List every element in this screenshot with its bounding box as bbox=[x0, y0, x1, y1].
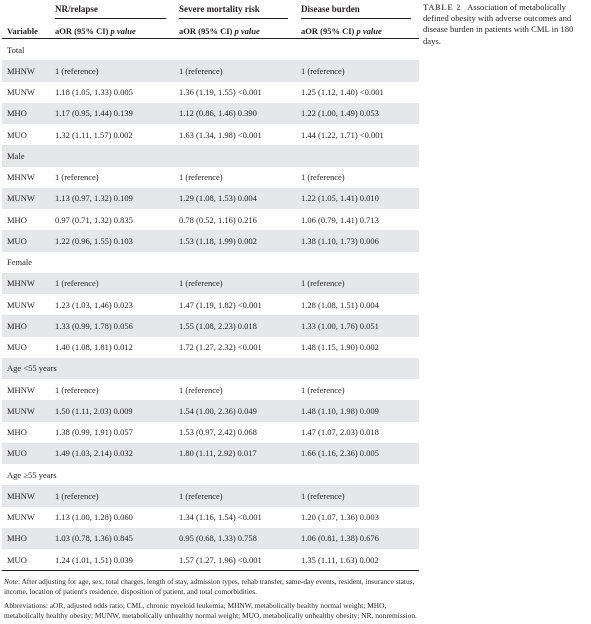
table-row bbox=[2, 507, 419, 528]
table-row bbox=[2, 379, 419, 400]
note-paragraph: Note: After adjusting for age, sex, total charges, length of stay, admission types, rehab transfer, same-day events, resident, insurance status, income, location of patient's residence, disposition of patient, and total comorbidities. bbox=[4, 577, 415, 597]
cell-c1: 1.40 (1.08, 1.81) 0.012 bbox=[55, 342, 133, 353]
row-label: MUNW bbox=[7, 299, 35, 310]
cell-c3: 1.28 (1.08, 1.51) 0.004 bbox=[301, 299, 379, 310]
cell-c3: 1.38 (1.10, 1.73) 0.006 bbox=[296, 230, 419, 251]
cell-c3: 1.25 (1.12, 1.40) <0.001 bbox=[301, 87, 384, 98]
cell-c3: 1 (reference) bbox=[296, 485, 419, 506]
cell-c3: 1 (reference) bbox=[301, 384, 345, 395]
section-row bbox=[2, 252, 419, 273]
results-table bbox=[2, 0, 419, 571]
cell-c2: 1.54 (1.00, 2.36) 0.049 bbox=[174, 400, 296, 421]
row-label: MHNW bbox=[2, 485, 50, 506]
cell-c1: 1 (reference) bbox=[50, 485, 174, 506]
table-row bbox=[2, 443, 419, 464]
section-row bbox=[2, 145, 419, 166]
section-row bbox=[2, 358, 419, 379]
section-title: Female bbox=[7, 257, 33, 268]
cell-c1: 1.38 (0.99, 1.91) 0.057 bbox=[55, 427, 133, 438]
cell-c1: 1.49 (1.03, 2.14) 0.032 bbox=[50, 443, 174, 464]
row-label: MHNW bbox=[7, 172, 35, 183]
caption-label: TABLE 2 bbox=[423, 3, 462, 12]
cell-c2: 1 (reference) bbox=[174, 485, 296, 506]
table-container bbox=[2, 0, 419, 624]
table-row bbox=[2, 60, 419, 81]
cell-c1: 1.33 (0.99, 1.78) 0.056 bbox=[50, 315, 174, 336]
cell-c3: 1.48 (1.10, 1.98) 0.009 bbox=[296, 400, 419, 421]
cell-c2: 1.55 (1.08, 2.23) 0.018 bbox=[174, 315, 296, 336]
section-title: Total bbox=[7, 44, 25, 55]
cell-c1: 1.03 (0.78, 1.36) 0.845 bbox=[50, 528, 174, 549]
cell-c1: 1.13 (1.00, 1.28) 0.060 bbox=[55, 512, 133, 523]
row-label: MUNW bbox=[2, 400, 50, 421]
row-label: MUNW bbox=[7, 87, 35, 98]
header-blank bbox=[2, 0, 50, 24]
row-label: MUO bbox=[2, 230, 50, 251]
row-label: MUO bbox=[2, 549, 50, 571]
table-row bbox=[2, 528, 419, 549]
cell-c3: 1.06 (0.81, 1.38) 0.676 bbox=[296, 528, 419, 549]
row-label: MHNW bbox=[2, 60, 50, 81]
cell-c3: 1.20 (1.07, 1.36) 0.003 bbox=[301, 512, 379, 523]
cell-c3: 1.35 (1.11, 1.63) 0.002 bbox=[296, 549, 419, 571]
cell-c2: 1.63 (1.34, 1.98) <0.001 bbox=[179, 129, 262, 140]
header-nr-relapse: NR/relapse bbox=[50, 0, 174, 24]
row-label: MUNW bbox=[7, 512, 35, 523]
cell-c1: 1.17 (0.95, 1.44) 0.139 bbox=[50, 103, 174, 124]
cell-c3: 1.48 (1.15, 1.90) 0.002 bbox=[301, 342, 379, 353]
cell-c2: 1.57 (1.27, 1.96) <0.001 bbox=[174, 549, 296, 571]
cell-c3: 1 (reference) bbox=[301, 172, 345, 183]
table-row bbox=[2, 422, 419, 443]
section-row bbox=[2, 464, 419, 485]
cell-c3: 1.06 (0.79, 1.41) 0.713 bbox=[301, 214, 379, 225]
row-label: MUNW bbox=[2, 188, 50, 209]
table-row bbox=[2, 294, 419, 315]
row-label: MHO bbox=[2, 103, 50, 124]
cell-c1: 1.32 (1.11, 1.57) 0.002 bbox=[55, 129, 133, 140]
cell-c2: 1.47 (1.19, 1.82) <0.001 bbox=[179, 299, 262, 310]
cell-c1: 1.13 (0.97, 1.32) 0.109 bbox=[50, 188, 174, 209]
row-label: MHNW bbox=[2, 273, 50, 294]
abbreviations-paragraph: Abbreviations: aOR, adjusted odds ratio; CML, chronic myeloid leukemia; MHNW, metabolically healthy normal weight; MHO, metabolically healthy obesity; MUNW, metabolically unhealthy normal weight; MUO, metabolically unhealthy obesity; NR, nonremission. bbox=[4, 600, 417, 620]
cell-c2: 1.12 (0.86, 1.46) 0.390 bbox=[174, 103, 296, 124]
cell-c1: 1 (reference) bbox=[50, 273, 174, 294]
subheader-1: aOR (95% CI) p value bbox=[50, 24, 174, 39]
row-label: MHNW bbox=[7, 384, 35, 395]
table-row bbox=[2, 337, 419, 358]
table-row bbox=[2, 230, 419, 251]
subheader-3: aOR (95% CI) p value bbox=[296, 24, 419, 39]
caption-text: Association of metabolically defined obesity with adverse outcomes and disease burden in patients with CML in 180 days. bbox=[423, 2, 574, 46]
row-label: MHO bbox=[7, 427, 27, 438]
table-row bbox=[2, 400, 419, 421]
row-label: MUO bbox=[7, 342, 27, 353]
section-title: Male bbox=[2, 145, 419, 166]
cell-c3: 1.47 (1.07, 2.03) 0.018 bbox=[301, 427, 379, 438]
cell-c3: 1.44 (1.22, 1.71) <0.001 bbox=[301, 129, 384, 140]
cell-c1: 1 (reference) bbox=[50, 60, 174, 81]
row-label: MHO bbox=[2, 315, 50, 336]
cell-c1: 1 (reference) bbox=[55, 384, 99, 395]
table-row bbox=[2, 315, 419, 336]
cell-c2: 0.78 (0.52, 1.16) 0.216 bbox=[179, 214, 257, 225]
cell-c2: 1.53 (0.97, 2.42) 0.068 bbox=[179, 427, 257, 438]
cell-c2: 1 (reference) bbox=[174, 60, 296, 81]
table-notes bbox=[2, 577, 419, 621]
row-label: MUO bbox=[2, 443, 50, 464]
table-row bbox=[2, 209, 419, 230]
cell-c1: 1.24 (1.01, 1.51) 0.039 bbox=[50, 549, 174, 571]
cell-c2: 1.36 (1.19, 1.55) <0.001 bbox=[179, 87, 262, 98]
row-label: MHO bbox=[7, 214, 27, 225]
header-disease-burden: Disease burden bbox=[296, 0, 419, 24]
cell-c1: 1 (reference) bbox=[55, 172, 99, 183]
cell-c2: 0.95 (0.68, 1.33) 0.758 bbox=[174, 528, 296, 549]
cell-c3: 1.22 (1.00, 1.49) 0.053 bbox=[296, 103, 419, 124]
section-row bbox=[2, 39, 419, 61]
cell-c1: 1.23 (1.03, 1.46) 0.023 bbox=[55, 299, 133, 310]
section-title: Age ≥55 years bbox=[7, 469, 57, 480]
cell-c2: 1 (reference) bbox=[179, 172, 223, 183]
table-row bbox=[2, 103, 419, 124]
cell-c2: 1.80 (1.11, 2.92) 0.017 bbox=[174, 443, 296, 464]
header-severe-mortality: Severe mortality risk bbox=[174, 0, 296, 24]
table-row bbox=[2, 485, 419, 506]
header-variable: Variable bbox=[2, 24, 50, 39]
table-row bbox=[2, 188, 419, 209]
table-caption bbox=[423, 2, 589, 47]
table-body bbox=[2, 39, 419, 571]
subheader-2: aOR (95% CI) p value bbox=[174, 24, 296, 39]
cell-c3: 1 (reference) bbox=[296, 273, 419, 294]
cell-c1: 1.18 (1.05, 1.33) 0.005 bbox=[55, 87, 133, 98]
cell-c3: 1.66 (1.16, 2.36) 0.005 bbox=[296, 443, 419, 464]
cell-c2: 1 (reference) bbox=[179, 384, 223, 395]
cell-c1: 0.97 (0.71, 1.32) 0.835 bbox=[55, 214, 133, 225]
cell-c1: 1.22 (0.96, 1.55) 0.103 bbox=[50, 230, 174, 251]
section-title: Age <55 years bbox=[2, 358, 419, 379]
table-row bbox=[2, 167, 419, 188]
cell-c1: 1.50 (1.11, 2.03) 0.009 bbox=[50, 400, 174, 421]
cell-c3: 1 (reference) bbox=[296, 60, 419, 81]
table-header bbox=[2, 0, 419, 39]
cell-c3: 1.33 (1.00, 1.76) 0.051 bbox=[296, 315, 419, 336]
cell-c2: 1.72 (1.27, 2.32) <0.001 bbox=[179, 342, 262, 353]
cell-c2: 1.34 (1.16, 1.54) <0.001 bbox=[179, 512, 262, 523]
table-row bbox=[2, 273, 419, 294]
table-row bbox=[2, 82, 419, 103]
cell-c2: 1.29 (1.08, 1.53) 0.004 bbox=[174, 188, 296, 209]
cell-c3: 1.22 (1.05, 1.41) 0.010 bbox=[296, 188, 419, 209]
cell-c2: 1 (reference) bbox=[174, 273, 296, 294]
row-label: MHO bbox=[2, 528, 50, 549]
table-row bbox=[2, 124, 419, 145]
cell-c2: 1.53 (1.18, 1.99) 0.002 bbox=[174, 230, 296, 251]
row-label: MUO bbox=[7, 129, 27, 140]
